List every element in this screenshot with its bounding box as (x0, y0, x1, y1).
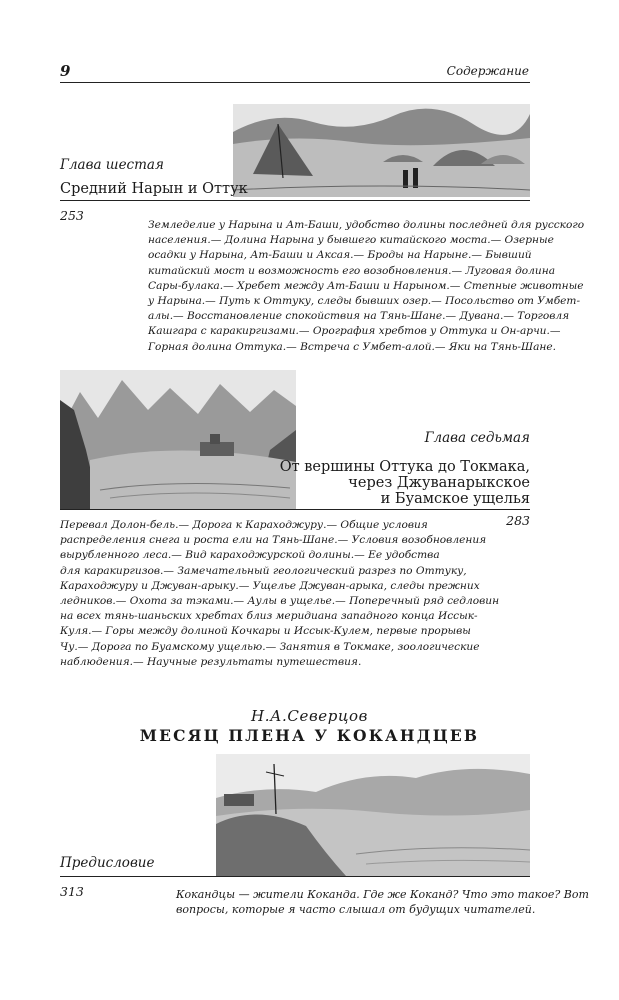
part-title: МЕСЯЦ ПЛЕНА У КОКАНДЦЕВ (139, 726, 480, 745)
chapter6-summary (148, 218, 585, 355)
chapter7-title (280, 459, 530, 507)
summary-line: Кашгара с каракиргизами.— Орография хребтов у Оттука и Он-арчи.— (148, 325, 561, 338)
summary-line: Чу.— Дорога по Буамскому ущелью.— Занятия в Токмаке, зоологические (60, 640, 480, 653)
chapter7-label: Глава седьмая (424, 430, 530, 446)
header-rule (60, 82, 530, 83)
summary-line: Сары-булака.— Хребет между Ат-Баши и Нарыном.— Степные животные (148, 279, 584, 292)
preface-label: Предисловие (60, 855, 155, 871)
preface-summary (176, 887, 589, 917)
preface-rule (60, 876, 530, 877)
summary-line: распределения снега и роста ели на Тянь-Шане.— Условия возобновления (60, 534, 487, 547)
summary-line: Земледелие у Нарына и Ат-Баши, удобство долины последней для русского (148, 219, 585, 231)
summary-line: Куля.— Горы между долиной Кочкары и Иссык-Кулем, первые прорывы (60, 625, 471, 638)
summary-line: вырубленного леса.— Вид караходжурской долины.— Ее удобства (60, 549, 440, 562)
summary-line: китайский мост и возможность его возобновления.— Луговая долина (148, 264, 556, 277)
summary-line: населения.— Долина Нарына у бывшего китайского моста.— Озерные (148, 234, 554, 247)
chapter7-page: 283 (506, 513, 530, 528)
part-author: Н.А.Северцов (251, 707, 368, 725)
summary-line: ледников.— Охота за тэками.— Аулы в ущелье.— Поперечный ряд седловин (60, 595, 500, 608)
summary-line: у Нарына.— Путь к Оттуку, следы бывших озер.— Посольство от Умбет- (148, 295, 581, 308)
chapter6-page: 253 (60, 208, 84, 223)
engraving-mountain-fortress (60, 370, 296, 510)
summary-line: для каракиргизов.— Замечательный геологический разрез по Оттуку, (60, 564, 467, 577)
running-head: Содержание (446, 64, 529, 78)
chapter7-title-line: От вершины Оттука до Токмака, (279, 459, 530, 475)
chapter7-summary (60, 518, 500, 670)
preface-page: 313 (60, 884, 84, 899)
chapter7-rule (60, 509, 530, 510)
summary-line: Кокандцы — жители Коканда. Где же Коканд? Что это такое? Вот (176, 888, 589, 901)
summary-line: на всех тянь-шаньских хребтах близ меридиана западного конца Иссык- (60, 610, 478, 623)
summary-line: Горная долина Оттука.— Встреча с Умбет-алой.— Яки на Тянь-Шане. (148, 340, 556, 353)
summary-line: алы.— Восстановление спокойствия на Тянь-Шане.— Дувана.— Торговля (148, 310, 570, 323)
summary-line: осадки у Нарына, Ат-Баши и Аксая.— Броды на Нарыне.— Бывший (148, 249, 532, 262)
summary-line: Караходжуру и Джуван-арыку.— Ущелье Джуван-арыка, следы прежних (60, 579, 480, 592)
chapter7-title-line: через Джуванарыкское (348, 475, 530, 491)
summary-line: вопросы, которые я часто слышал от будущих читателей. (176, 903, 536, 917)
chapter6-title: Средний Нарын и Оттук (60, 181, 248, 197)
summary-line: наблюдения.— Научные результаты путешествия. (60, 655, 362, 668)
page-number: 9 (60, 62, 71, 80)
chapter6-label: Глава шестая (60, 157, 164, 173)
chapter7-title-line: и Буамское ущелья (380, 491, 530, 507)
summary-line: Перевал Долон-бель.— Дорога к Караходжуру.— Общие условия (60, 519, 428, 531)
engraving-nomad-camp (233, 104, 530, 197)
engraving-valley-landscape (216, 754, 530, 876)
chapter6-rule (60, 200, 530, 201)
